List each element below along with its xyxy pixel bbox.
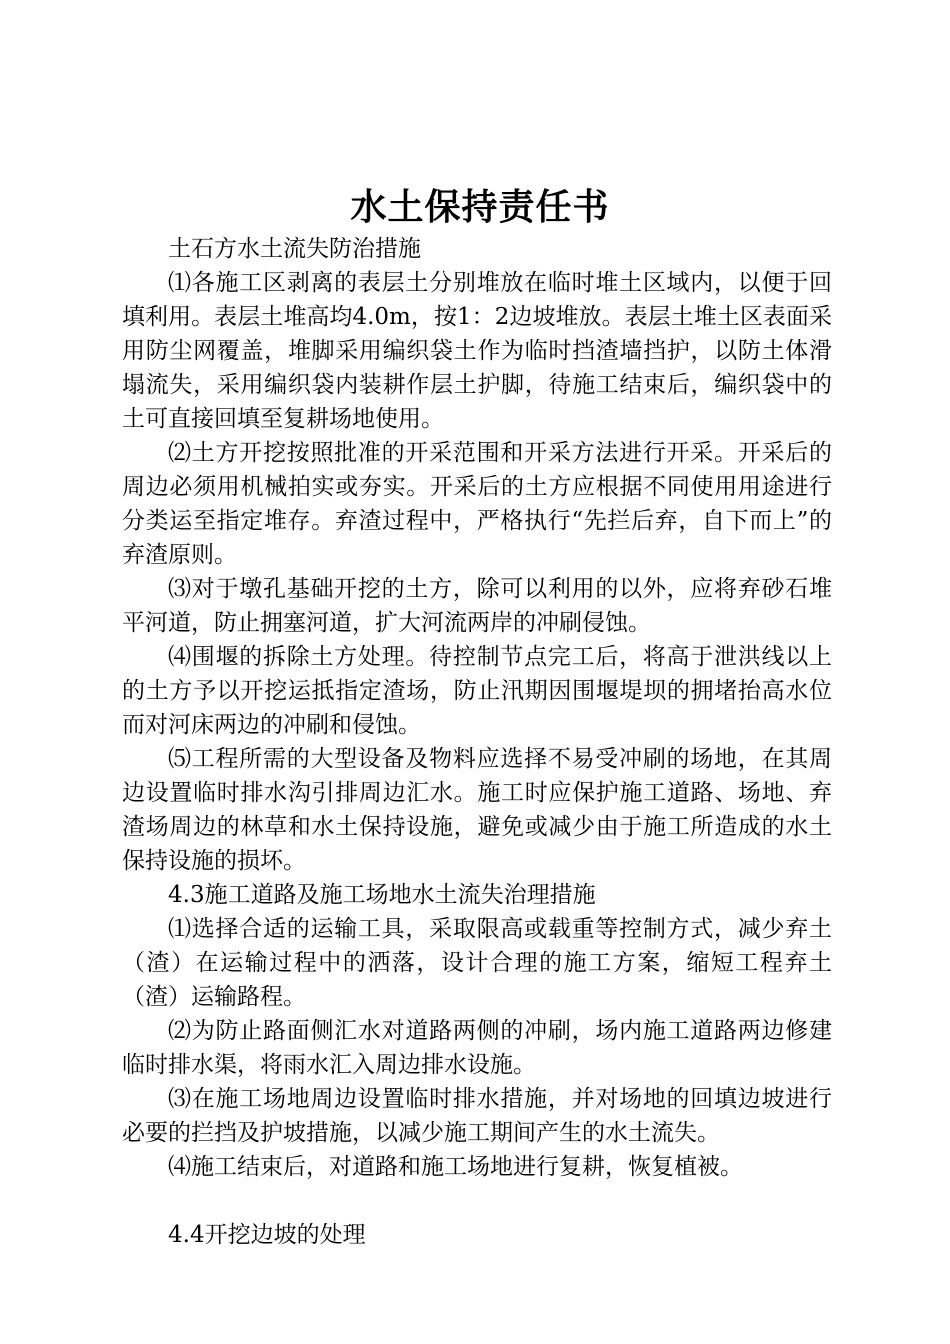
paragraph-road-item-1: ⑴选择合适的运输工具，采取限高或载重等控制方式，减少弃土（渣）在运输过程中的洒落，设计合理的施工方案，缩短工程弃土（渣）运输路程。 xyxy=(122,916,832,1010)
paragraph-item-1: ⑴各施工区剥离的表层土分别堆放在临时堆土区域内，以便于回填利用。表层土堆高均4.0m，按1：2边坡堆放。表层土堆土区表面采用防尘网覆盖，堆脚采用编织袋土作为临时挡渣墙挡护，以防土体滑塌流失，采用编织袋内装耕作层土护脚，待施工结束后，编织袋中的土可直接回填至复耕场地使用。 xyxy=(122,270,832,432)
paragraph-road-item-4: ⑷施工结束后，对道路和施工场地进行复耕，恢复植被。 xyxy=(168,1154,743,1180)
paragraph-item-2: ⑵土方开挖按照批准的开采范围和开采方法进行开采。开采后的周边必须用机械拍实或夯实。开采后的土方应根据不同使用用途进行分类运至指定堆存。弃渣过程中，严格执行“先拦后弃，自下而上”的弃渣原则。 xyxy=(122,440,832,568)
document-title: 水土保持责任书 xyxy=(350,187,610,228)
paragraph-item-5: ⑸工程所需的大型设备及物料应选择不易受冲刷的场地，在其周边设置临时排水沟引排周边汇水。施工时应保护施工道路、场地、弃渣场周边的林草和水土保持设施，避免或减少由于施工所造成的水土保持设施的损坏。 xyxy=(122,746,832,874)
paragraph-item-3: ⑶对于墩孔基础开挖的土方，除可以利用的以外，应将弃砂石堆平河道，防止拥塞河道，扩大河流两岸的冲刷侵蚀。 xyxy=(122,576,832,636)
section-heading-earthwork: 土石方水土流失防治措施 xyxy=(168,236,421,262)
document-body xyxy=(122,232,832,1252)
section-heading-4-4: 4.4开挖边坡的处理 xyxy=(168,1222,366,1248)
section-heading-4-3: 4.3施工道路及施工场地水土流失治理措施 xyxy=(168,882,596,908)
paragraph-item-4: ⑷围堰的拆除土方处理。待控制节点完工后，将高于泄洪线以上的土方予以开挖运抵指定渣场，防止汛期因围堰堤坝的拥堵抬高水位而对河床两边的冲刷和侵蚀。 xyxy=(122,644,832,738)
paragraph-road-item-3: ⑶在施工场地周边设置临时排水措施，并对场地的回填边坡进行必要的拦挡及护坡措施，以减少施工期间产生的水土流失。 xyxy=(122,1086,832,1146)
paragraph-road-item-2: ⑵为防止路面侧汇水对道路两侧的冲刷，场内施工道路两边修建临时排水渠，将雨水汇入周边排水设施。 xyxy=(122,1018,832,1078)
